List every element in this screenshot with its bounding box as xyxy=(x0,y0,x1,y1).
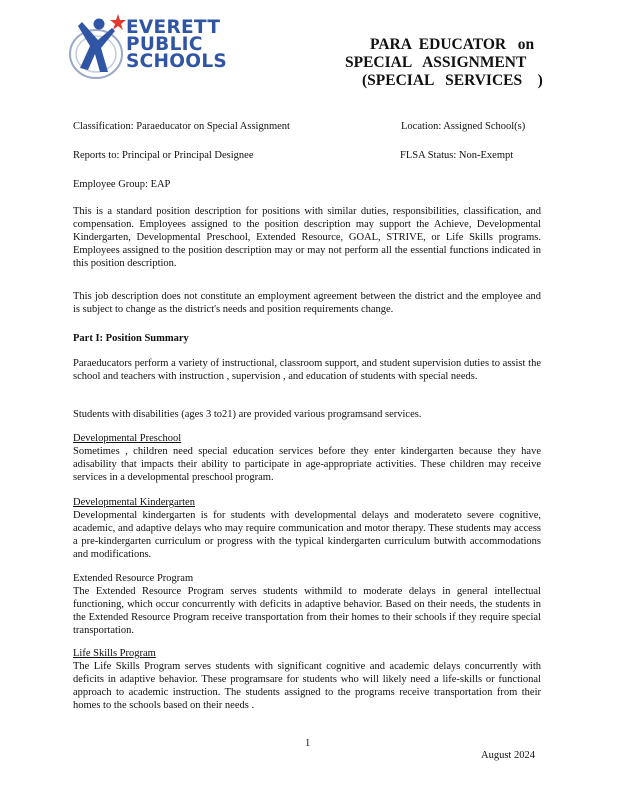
employee-group-text: Employee Group: EAP xyxy=(73,179,171,190)
logo-line-3: SCHOOLS xyxy=(126,51,228,72)
logo-line-1: EVERETT xyxy=(126,17,221,38)
program-section-kindergarten xyxy=(73,496,541,561)
logo-figure-icon xyxy=(68,10,128,82)
intro-paragraph-2: This job description does not constitute an employment agreement between the district and the employee and is subject to change as the district's needs and position requirements change. xyxy=(73,291,541,315)
part-1-students: Students with disabilities (ages 3 to21) are provided various programsand services. xyxy=(73,409,422,420)
program-text: The Life Skills Program serves students with significant cognitive and academic delays concurrently with deficits in adaptive behavior. These programsare for students who will likely need a life-skills or functional approach to academic instruction. The students assigned to the programs receive transportation from their homes to the schools based on their needs . xyxy=(73,661,541,711)
program-section-preschool xyxy=(73,432,541,484)
part-1-heading: Part I: Position Summary xyxy=(73,333,189,344)
reports-to-text: Reports to: Principal or Principal Designee xyxy=(73,150,254,161)
program-section-life-skills xyxy=(73,647,541,712)
classification-text: Classification: Paraeducator on Special Assignment xyxy=(73,121,290,132)
program-text: Developmental kindergarten is for students with developmental delays and moderateto severe cognitive, academic, and adaptive delays who may require communication and motor therapy. These students may access a pre-kindergarten curriculum or progress with the typical kindergarten curriculum butwith accommodations and modifications. xyxy=(73,510,541,560)
title-line-3: (SPECIAL SERVICES ) xyxy=(362,72,543,89)
program-section-extended-resource xyxy=(73,572,541,637)
logo-wordmark xyxy=(126,19,227,70)
footer-date: August 2024 xyxy=(481,750,535,761)
page-number: 1 xyxy=(305,738,311,749)
program-title: Developmental Preschool xyxy=(73,433,182,444)
everett-public-schools-logo xyxy=(68,10,240,82)
location-text: Location: Assigned School(s) xyxy=(401,121,526,132)
program-text: The Extended Resource Program serves students withmild to moderate delays in general intellectual functioning, which occur concurrently with deficits in adaptive behavior. Based on their needs, the students in the Extended Resource Program receive transportation from their homes to their schools if they require special transportation. xyxy=(73,586,541,636)
program-title: Extended Resource Program xyxy=(73,573,194,584)
logo-line-2: PUBLIC xyxy=(126,34,203,55)
program-title: Developmental Kindergarten xyxy=(73,497,195,508)
program-title: Life Skills Program xyxy=(73,648,156,659)
title-line-2: SPECIAL ASSIGNMENT xyxy=(345,54,527,71)
intro-paragraph-1: This is a standard position description for positions with similar duties, responsibilities, classification, and compensation. Employees assigned to the position description may support the Achieve, Developmental Kindergarten, Developmental Preschool, Extended Resource, GOAL, STRIVE, or Life Skills programs. Employees assigned to the position description may or may not perform all the essential functions indicated in this position description. xyxy=(73,206,541,269)
program-text: Sometimes , children need special education services before they enter kindergarten because they have adisability that impacts their ability to participate in age-appropriate activities. These children may receive services in a developmental preschool program. xyxy=(73,446,541,483)
part-1-summary: Paraeducators perform a variety of instructional, classroom support, and student supervision duties to assist the school and teachers with instruction , supervision , and education of students with special needs. xyxy=(73,358,541,382)
title-line-1: PARA EDUCATOR on xyxy=(370,36,535,53)
flsa-status-text: FLSA Status: Non-Exempt xyxy=(400,150,514,161)
document-title xyxy=(300,36,560,90)
